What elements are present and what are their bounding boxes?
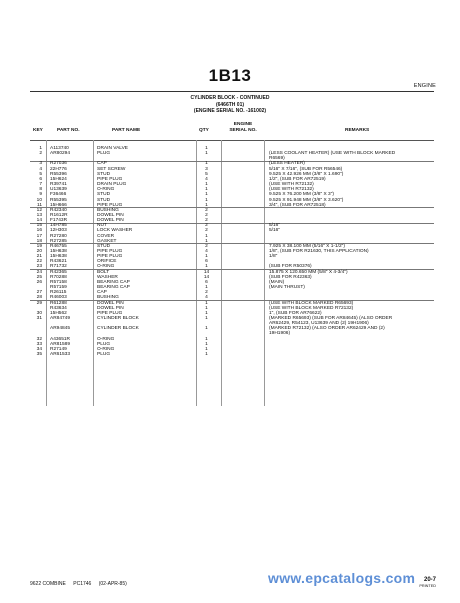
row-qty: 1 [205,315,208,321]
row-part-no: R70288 [50,274,67,280]
row-part-name: BEARING CAP [97,279,130,285]
row-remarks: 1/8" [269,254,278,260]
row-remarks: (LESS COOLANT HEATER) (USE WITH BLOCK MARKED [269,151,396,157]
row-part-name: CYLINDER BLOCK [97,315,139,321]
page-number: 20-7 [423,577,436,583]
row-remarks: (USE WITH R72132) [269,182,314,188]
row-part-no: R71732 [50,264,67,270]
row-part-no: 15H562 [50,310,67,316]
row-part-no: 12H303 [50,228,67,234]
row-part-no: AR61533 [50,352,71,357]
row-part-name: O-RING [97,264,115,270]
row-qty: 1 [205,182,208,188]
row-part-name: DOWEL PIN [97,218,124,224]
row-part-name: BOLT [97,269,110,275]
row-part-no: R61288 [50,300,67,306]
row-part-name: PLUG [97,341,111,347]
footer-model: 9622 COMBINE [30,581,66,587]
row-qty: 1 [205,336,208,342]
row-remarks: 9.525 X 91.948 MM (3/8" X 3.620") [269,197,344,203]
row-qty: 2 [205,212,208,218]
row-remarks: 9.525 X 42.926 MM (3/8" X 1.690") [269,171,344,177]
row-part-name: WASHER [97,274,118,280]
row-key: 33 [36,341,42,347]
row-part-name: DOWEL PIN [97,212,124,218]
row-qty: 2 [205,228,208,234]
row-qty: 1 [205,202,208,208]
row-remarks: (USE WITH BLOCK MARKED R65693) [269,300,354,306]
serial-header-line: SERIAL NO. [229,128,257,133]
row-remarks: 5/16" X 7/16", (SUB FOR R56546) [269,166,343,172]
row-part-no: R26115 [50,290,67,296]
header-divider [30,91,434,92]
row-part-no: R27149 [50,346,67,352]
row-remarks: (MAIN THRUST) [269,285,305,291]
row-qty: 1 [205,238,208,244]
row-part-name: PIPE PLUG [97,202,123,208]
row-qty: 3 [205,166,208,172]
row-part-name: STUD [97,192,111,198]
row-key: 32 [36,336,42,342]
row-remarks: 5/16" [269,223,281,229]
row-qty: 14 [203,274,210,280]
subtitle-line: CYLINDER BLOCK - CONTINUED [190,95,270,101]
table-subtitle [130,95,330,115]
footer-catalog: PC1746 [73,581,92,587]
row-part-no: R57159 [50,285,67,291]
row-qty: 2 [205,243,208,249]
row-part-name: STUD [97,197,111,203]
row-remarks: (USE WITH R72132) [269,187,314,193]
row-part-no: R1612R [50,212,68,218]
row-qty: 1 [205,233,208,239]
row-key: 22 [36,259,42,265]
subtitle-line: (ENGINE SERIAL NO. -161002) [193,108,267,115]
row-part-no: 15H638 [50,254,67,260]
row-key: 30 [36,310,42,316]
row-part-name: O-RING [97,336,115,342]
row-part-name: PIPE PLUG [97,254,123,260]
row-remarks: (SUB FOR R42363) [269,274,312,280]
row-part-no: R39741 [50,182,67,188]
row-key: 34 [36,346,42,352]
row-qty: 1 [205,352,208,357]
page-title: 1B13 [208,66,252,85]
row-part-name: DOWEL PIN [97,305,124,311]
row-part-no: R43621 [50,259,67,265]
row-part-no: A113740 [50,146,69,151]
row-part-no: R57158 [50,279,67,285]
row-key: 8 [39,187,42,193]
row-key: 16 [36,228,42,234]
column-header-part-no: PART NO. [57,128,80,133]
row-part-name: BEARING CAP [97,285,130,291]
row-part-no: AR81589 [50,341,71,347]
serial-header-line: ENGINE [233,122,253,127]
row-remarks: 3/4", (SUB FOR AR72518) [269,202,326,208]
row-remarks: (MARKED R65693) (SUB FOR AR84645) (ALSO ORDER [269,315,393,321]
row-qty: 2 [205,290,208,296]
row-key: 20 [36,249,42,254]
column-header-key: KEY [33,128,43,133]
row-part-no: U13639 [50,187,67,193]
row-qty: 1 [205,346,208,352]
row-qty: 1 [205,310,208,316]
row-key: 1 [39,146,42,151]
row-qty: 1 [205,305,208,311]
row-remarks: AR62429, R54123, U13639 AND (2) 19H1906) [269,321,369,327]
row-remarks: 1", (SUB FOR AR76622) [269,310,322,316]
row-part-name: DRAIN VALVE [97,146,129,151]
section-label: ENGINE [413,83,436,89]
watermark: www.epcatalogs.com [268,570,416,586]
row-part-name: PIPE PLUG [97,310,123,316]
column-header-part-name: PART NAME [112,128,141,133]
row-part-name: BUSHING [97,207,119,213]
row-part-no: AR80294 [50,151,71,157]
row-key: 24 [36,269,42,275]
row-part-no: R42340 [50,207,67,213]
row-key: 18 [36,238,42,244]
row-part-no: AR84749 [50,315,71,321]
footer-date: (02-APR-85) [98,581,127,587]
row-key: 26 [36,279,42,285]
row-key: 5 [39,171,42,177]
row-part-name: SET SCREW [97,166,126,172]
row-remarks: 1/2", (SUB FOR AR72519) [269,176,326,182]
row-part-name: O-RING [97,187,115,193]
row-part-name: STUD [97,171,111,177]
row-part-name: PIPE PLUG [97,176,123,182]
row-part-name: DOWEL PIN [97,300,124,306]
row-part-no: 15H666 [50,202,67,208]
row-key: 7 [39,182,42,188]
row-key: 35 [36,352,42,357]
row-part-no: 14H785 [50,223,67,229]
row-qty: 2 [205,218,208,224]
row-part-name: CAP [97,161,107,167]
row-part-no: R46755 [50,243,67,249]
row-part-no: F36466 [50,192,67,198]
row-part-no: AR94845 [50,326,71,332]
row-qty: 4 [205,295,208,301]
row-part-name: COVER [97,233,115,239]
row-remarks: (LESS HEATER) [269,161,305,167]
row-remarks: 7.925 X 38.100 MM (5/16" X 1-1/2") [269,243,345,249]
row-qty: 1 [205,187,208,193]
row-qty: 6 [205,279,208,285]
row-remarks: (USE WITH BLOCK MARKED R72132) [269,305,354,311]
row-qty: 1 [205,300,208,306]
row-part-no: 15H638 [50,249,67,254]
row-qty: 1 [205,341,208,347]
row-remarks: 1/8", (SUB FOR R21630, THIS APPLICATION) [269,249,369,254]
footer [30,581,133,587]
row-qty: 2 [205,223,208,229]
row-part-no: 22H776 [50,166,67,172]
row-part-name: NUT [97,223,107,229]
row-qty: 1 [205,326,208,332]
row-key: 19 [36,243,42,249]
row-qty: 1 [205,146,208,151]
row-part-name: CYLINDER BLOCK [97,326,139,332]
row-qty: 1 [205,264,208,270]
row-qty: 6 [205,259,208,265]
row-key: 13 [36,212,42,218]
row-part-no: R27285 [50,238,67,244]
row-key: 9 [39,192,42,198]
row-qty: 4 [205,249,208,254]
row-key: 10 [36,197,42,203]
row-qty: 1 [205,151,208,157]
row-key: 27 [36,290,42,296]
row-part-name: PLUG [97,352,111,357]
column-header-remarks: REMARKS [345,128,370,133]
row-key: 31 [36,315,42,321]
row-remarks: (MARKED R72132) (ALSO ORDER AR62429 AND (2) [269,326,385,332]
row-qty: 1 [205,285,208,291]
row-key: 2 [39,151,42,157]
row-part-no: F1743R [50,218,68,224]
row-part-no: R46003 [50,295,67,301]
row-part-no: R55395 [50,197,67,203]
row-part-no: A43651R [50,336,71,342]
row-part-name: LOCK WASHER [97,228,133,234]
row-key: 11 [37,202,42,208]
row-qty: 14 [203,269,210,275]
row-qty: 1 [205,197,208,203]
row-remarks: 19H1906) [269,331,291,337]
row-part-name: BUSHING [97,295,119,301]
row-key: 29 [36,300,42,306]
row-key: 28 [36,295,42,301]
row-part-no: R27280 [50,233,67,239]
row-key: 21 [36,254,42,260]
page-print-note: PRINTED [419,584,436,588]
row-key: 3 [39,161,42,167]
row-qty: 1 [205,161,208,167]
row-part-name: DRAIN PLUG [97,182,127,188]
row-part-name: CAP [97,290,107,296]
row-part-name: PIPE PLUG [97,249,123,254]
row-key: 25 [36,274,42,280]
row-part-name: STUD [97,243,111,249]
row-qty: 1 [205,192,208,198]
row-remarks: R6569) [269,156,285,162]
row-key: 12 [36,207,42,213]
row-qty: 5 [205,171,208,177]
column-header-qty: QTY [199,128,209,133]
table-row [0,352,460,357]
row-remarks: 5/16" [269,228,281,234]
row-part-name: O-RING [97,346,115,352]
row-remarks: 15.875 X 120.650 MM (5/8" X 4-3/4") [269,269,348,275]
row-part-no: R42365 [50,269,67,275]
row-key: 17 [36,233,42,239]
row-remarks: (SUB FOR R50376) [269,264,312,270]
row-remarks: (MAIN) [269,279,285,285]
row-part-name: GASKET [97,238,117,244]
row-key: 6 [39,176,42,182]
subtitle-line: (6466TH 01) [215,101,245,108]
row-qty: 2 [205,207,208,213]
row-qty: 4 [205,176,208,182]
row-part-no: 15H624 [50,176,67,182]
row-key: 4 [39,166,42,172]
row-part-name: PLUG [97,151,111,157]
row-remarks: 9.525 X 76.200 MM (3/8" X 3") [269,192,334,198]
row-key: 23 [36,264,42,270]
row-part-name: ORIFICE [97,259,117,265]
column-header-divider [30,140,434,141]
row-part-no: R27036 [50,161,67,167]
column-header-serial [226,122,260,134]
row-key: 15 [36,223,42,229]
row-part-no: R55396 [50,171,67,177]
row-part-no: R43634 [50,305,67,311]
row-qty: 1 [205,254,208,260]
row-key: 14 [36,218,42,224]
